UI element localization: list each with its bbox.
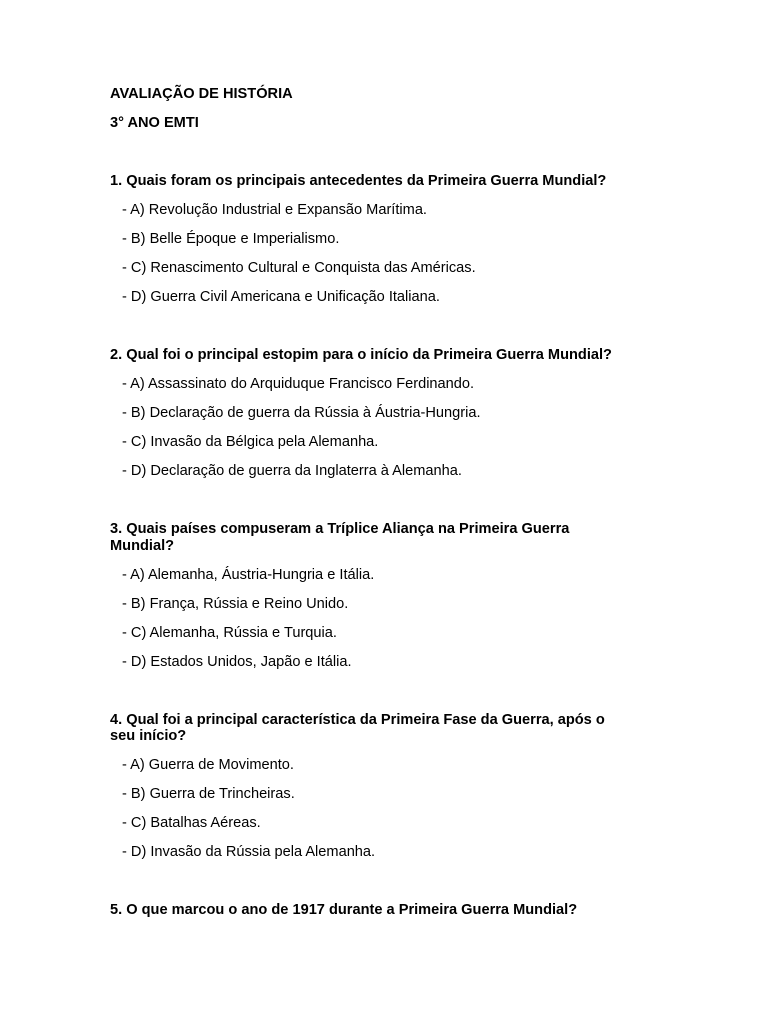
question-4-option-b: - B) Guerra de Trincheiras. [122, 786, 295, 802]
exam-title: AVALIAÇÃO DE HISTÓRIA [110, 86, 293, 102]
question-4-option-c: - C) Batalhas Aéreas. [122, 815, 261, 831]
question-3-option-a: - A) Alemanha, Áustria-Hungria e Itália. [122, 567, 375, 583]
question-1-option-a: - A) Revolução Industrial e Expansão Marítima. [122, 202, 427, 218]
class-label: 3° ANO EMTI [110, 115, 199, 131]
question-4-line-1: 4. Qual foi a principal característica da Primeira Fase da Guerra, após o [110, 712, 605, 728]
question-4-option-a: - A) Guerra de Movimento. [122, 757, 294, 773]
question-2-option-c: - C) Invasão da Bélgica pela Alemanha. [122, 434, 379, 450]
question-1-option-d: - D) Guerra Civil Americana e Unificação Italiana. [122, 289, 440, 305]
question-1-option-b: - B) Belle Époque e Imperialismo. [122, 231, 340, 247]
question-3-option-d: - D) Estados Unidos, Japão e Itália. [122, 654, 352, 670]
question-2-option-d: - D) Declaração de guerra da Inglaterra à Alemanha. [122, 463, 462, 479]
question-1-option-c: - C) Renascimento Cultural e Conquista das Américas. [122, 260, 476, 276]
question-3-option-c: - C) Alemanha, Rússia e Turquia. [122, 625, 337, 641]
question-3-option-b: - B) França, Rússia e Reino Unido. [122, 596, 349, 612]
question-4-line-2: seu início? [110, 728, 187, 744]
question-3-line-2: Mundial? [110, 538, 175, 554]
question-2: 2. Qual foi o principal estopim para o início da Primeira Guerra Mundial? [110, 347, 612, 363]
question-1: 1. Quais foram os principais antecedentes da Primeira Guerra Mundial? [110, 173, 607, 189]
question-5: 5. O que marcou o ano de 1917 durante a Primeira Guerra Mundial? [110, 902, 578, 918]
question-2-option-a: - A) Assassinato do Arquiduque Francisco Ferdinando. [122, 376, 475, 392]
question-3-line-1: 3. Quais países compuseram a Tríplice Aliança na Primeira Guerra [110, 521, 570, 537]
question-2-option-b: - B) Declaração de guerra da Rússia à Áustria-Hungria. [122, 405, 481, 421]
question-4-option-d: - D) Invasão da Rússia pela Alemanha. [122, 844, 376, 860]
